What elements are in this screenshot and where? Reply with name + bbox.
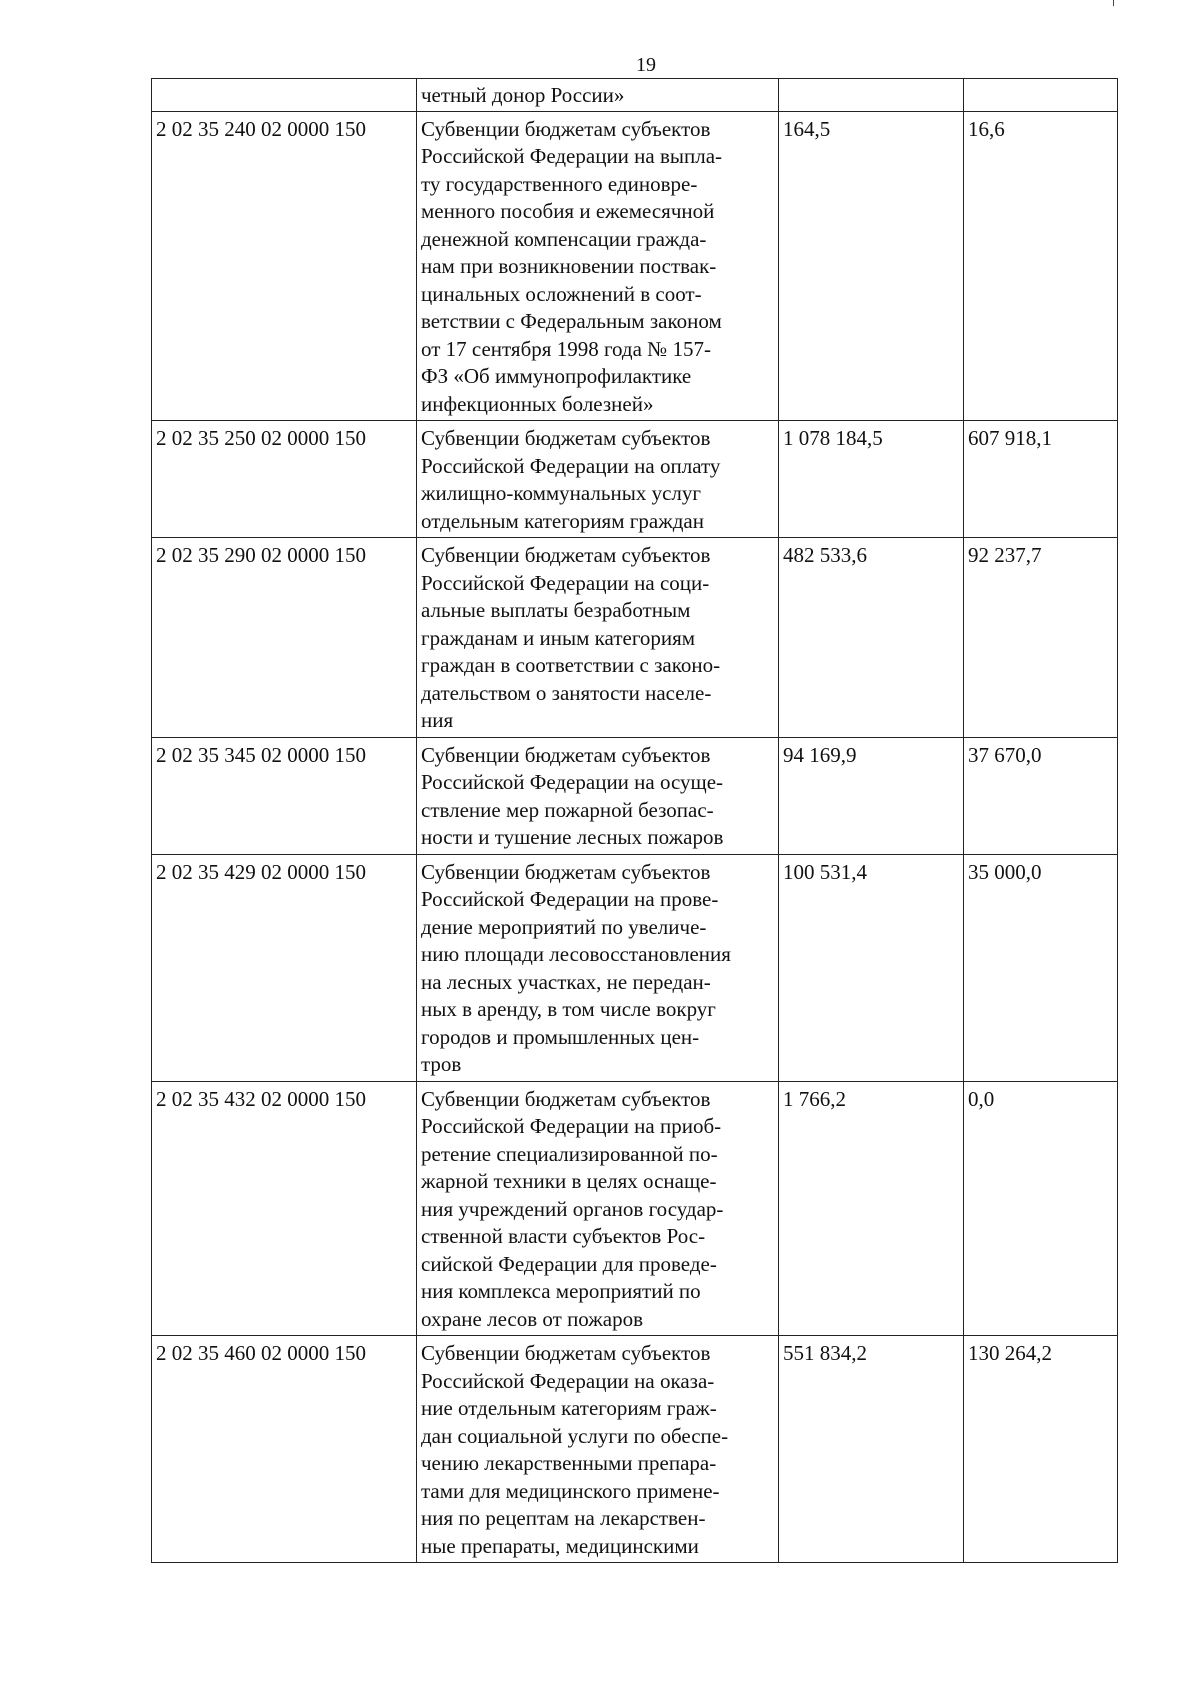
table-row — [152, 79, 1118, 112]
income-name-line: граждан в соответствии с законо- — [421, 653, 721, 677]
amount-cell-1: 1 766,2 — [779, 1081, 964, 1336]
income-name-line: ные препараты, медицинскими — [421, 1533, 699, 1558]
budget-code-cell: 2 02 35 345 02 0000 150 — [152, 737, 417, 854]
income-name-line: альные выплаты безработным — [421, 598, 691, 622]
table-row — [152, 1081, 1118, 1336]
income-name-line: Субвенции бюджетам субъектов — [421, 742, 711, 767]
income-name-line: Субвенции бюджетам субъектов — [421, 543, 711, 567]
income-name-cell — [417, 1336, 779, 1563]
income-name-line: дение мероприятий по увеличе- — [421, 914, 707, 939]
income-name-cell — [417, 111, 779, 421]
income-name-line: четный донор России» — [421, 83, 625, 107]
income-name-line: ных в аренду, в том числе вокруг — [421, 997, 716, 1021]
budget-code-cell: 2 02 35 290 02 0000 150 — [152, 538, 417, 738]
income-name-line: ФЗ «Об иммунопрофилактике — [421, 364, 692, 388]
table-row — [152, 111, 1118, 421]
income-name-line: ствление мер пожарной безопас- — [421, 797, 714, 822]
income-name-cell — [417, 538, 779, 738]
income-name-cell — [417, 1081, 779, 1336]
income-name-line: Субвенции бюджетам субъектов — [421, 426, 711, 450]
income-name-line: ственной власти субъектов Рос- — [421, 1224, 706, 1248]
income-name-line: ретение специализированной по- — [421, 1141, 718, 1166]
income-name-line: инфекционных болезней» — [421, 391, 654, 416]
budget-code-cell: 2 02 35 250 02 0000 150 — [152, 421, 417, 538]
income-name-line: Российской Федерации на осуще- — [421, 770, 724, 794]
table-row — [152, 854, 1118, 1081]
income-name-cell — [417, 854, 779, 1081]
income-name-line: ния учреждений органов государ- — [421, 1196, 724, 1221]
income-name-cell — [417, 79, 779, 112]
table-row — [152, 1336, 1118, 1563]
income-name-line: ние отдельным категориям граж- — [421, 1396, 717, 1420]
income-name-line: гражданам и иным категориям — [421, 625, 696, 650]
amount-cell-2: 0,0 — [964, 1081, 1118, 1336]
income-name-line: Субвенции бюджетам субъектов — [421, 1341, 711, 1365]
amount-cell-2: 607 918,1 — [964, 421, 1118, 538]
income-name-line: чению лекарственными препара- — [421, 1451, 717, 1475]
income-name-line: жилищно-коммунальных услуг — [421, 481, 701, 505]
income-name-line: нию площади лесовосстановления — [421, 942, 731, 966]
income-name-line: ту государственного единовре- — [421, 171, 698, 196]
amount-cell-1: 164,5 — [779, 111, 964, 421]
amount-cell-1: 1 078 184,5 — [779, 421, 964, 538]
amount-cell-2: 35 000,0 — [964, 854, 1118, 1081]
income-name-line: на лесных участках, не передан- — [421, 969, 711, 994]
amount-cell-1: 551 834,2 — [779, 1336, 964, 1563]
income-name-line: денежной компенсации гражда- — [421, 226, 707, 251]
income-name-line: Российской Федерации на оплату — [421, 453, 721, 478]
income-name-line: от 17 сентября 1998 года № 157- — [421, 336, 711, 361]
amount-cell-2: 16,6 — [964, 111, 1118, 421]
income-name-line: Российской Федерации на прове- — [421, 887, 719, 911]
income-name-line: нам при возникновении поствак- — [421, 254, 717, 278]
income-name-line: Российской Федерации на выпла- — [421, 144, 723, 168]
income-name-line: Российской Федерации на приоб- — [421, 1114, 722, 1138]
amount-cell-1 — [779, 79, 964, 112]
income-name-line: ности и тушение лесных пожаров — [421, 825, 724, 849]
income-name-line: менного пособия и ежемесячной — [421, 199, 715, 223]
income-name-line: Российской Федерации на соци- — [421, 570, 710, 595]
income-name-line: сийской Федерации для проведе- — [421, 1251, 717, 1276]
table-row — [152, 421, 1118, 538]
income-name-line: охране лесов от пожаров — [421, 1306, 644, 1331]
amount-cell-2 — [964, 79, 1118, 112]
income-name-line: Российской Федерации на оказа- — [421, 1368, 715, 1393]
table-row — [152, 538, 1118, 738]
income-name-line: ния по рецептам на лекарствен- — [421, 1506, 706, 1530]
income-name-line: городов и промышленных цен- — [421, 1024, 700, 1049]
income-name-line: ния комплекса мероприятий по — [421, 1279, 701, 1303]
table-body — [152, 79, 1118, 1563]
table-row — [152, 737, 1118, 854]
budget-code-cell — [152, 79, 417, 112]
income-name-line: цинальных осложнений в соот- — [421, 281, 702, 306]
scan-edge-mark — [1113, 0, 1114, 6]
income-name-cell — [417, 737, 779, 854]
income-name-line: дательством о занятости населе- — [421, 680, 712, 705]
amount-cell-1: 94 169,9 — [779, 737, 964, 854]
income-name-line: ветствии с Федеральным законом — [421, 309, 722, 333]
income-name-line: жарной техники в целях оснаще- — [421, 1169, 717, 1193]
budget-table — [151, 78, 1118, 1563]
income-name-line: отдельным категориям граждан — [421, 508, 704, 533]
income-name-line: ния — [421, 708, 454, 732]
income-name-line: Субвенции бюджетам субъектов — [421, 859, 711, 884]
amount-cell-1: 482 533,6 — [779, 538, 964, 738]
amount-cell-2: 130 264,2 — [964, 1336, 1118, 1563]
income-name-cell — [417, 421, 779, 538]
budget-code-cell: 2 02 35 432 02 0000 150 — [152, 1081, 417, 1336]
income-name-line: тами для медицинского примене- — [421, 1478, 720, 1503]
income-name-line: дан социальной услуги по обеспе- — [421, 1423, 729, 1448]
amount-cell-2: 92 237,7 — [964, 538, 1118, 738]
income-name-line: тров — [421, 1052, 462, 1076]
amount-cell-1: 100 531,4 — [779, 854, 964, 1081]
budget-code-cell: 2 02 35 240 02 0000 150 — [152, 111, 417, 421]
income-name-line: Субвенции бюджетам субъектов — [421, 116, 711, 141]
page-number: 19 — [636, 54, 656, 76]
income-name-line: Субвенции бюджетам субъектов — [421, 1086, 711, 1111]
budget-code-cell: 2 02 35 460 02 0000 150 — [152, 1336, 417, 1563]
budget-code-cell: 2 02 35 429 02 0000 150 — [152, 854, 417, 1081]
amount-cell-2: 37 670,0 — [964, 737, 1118, 854]
